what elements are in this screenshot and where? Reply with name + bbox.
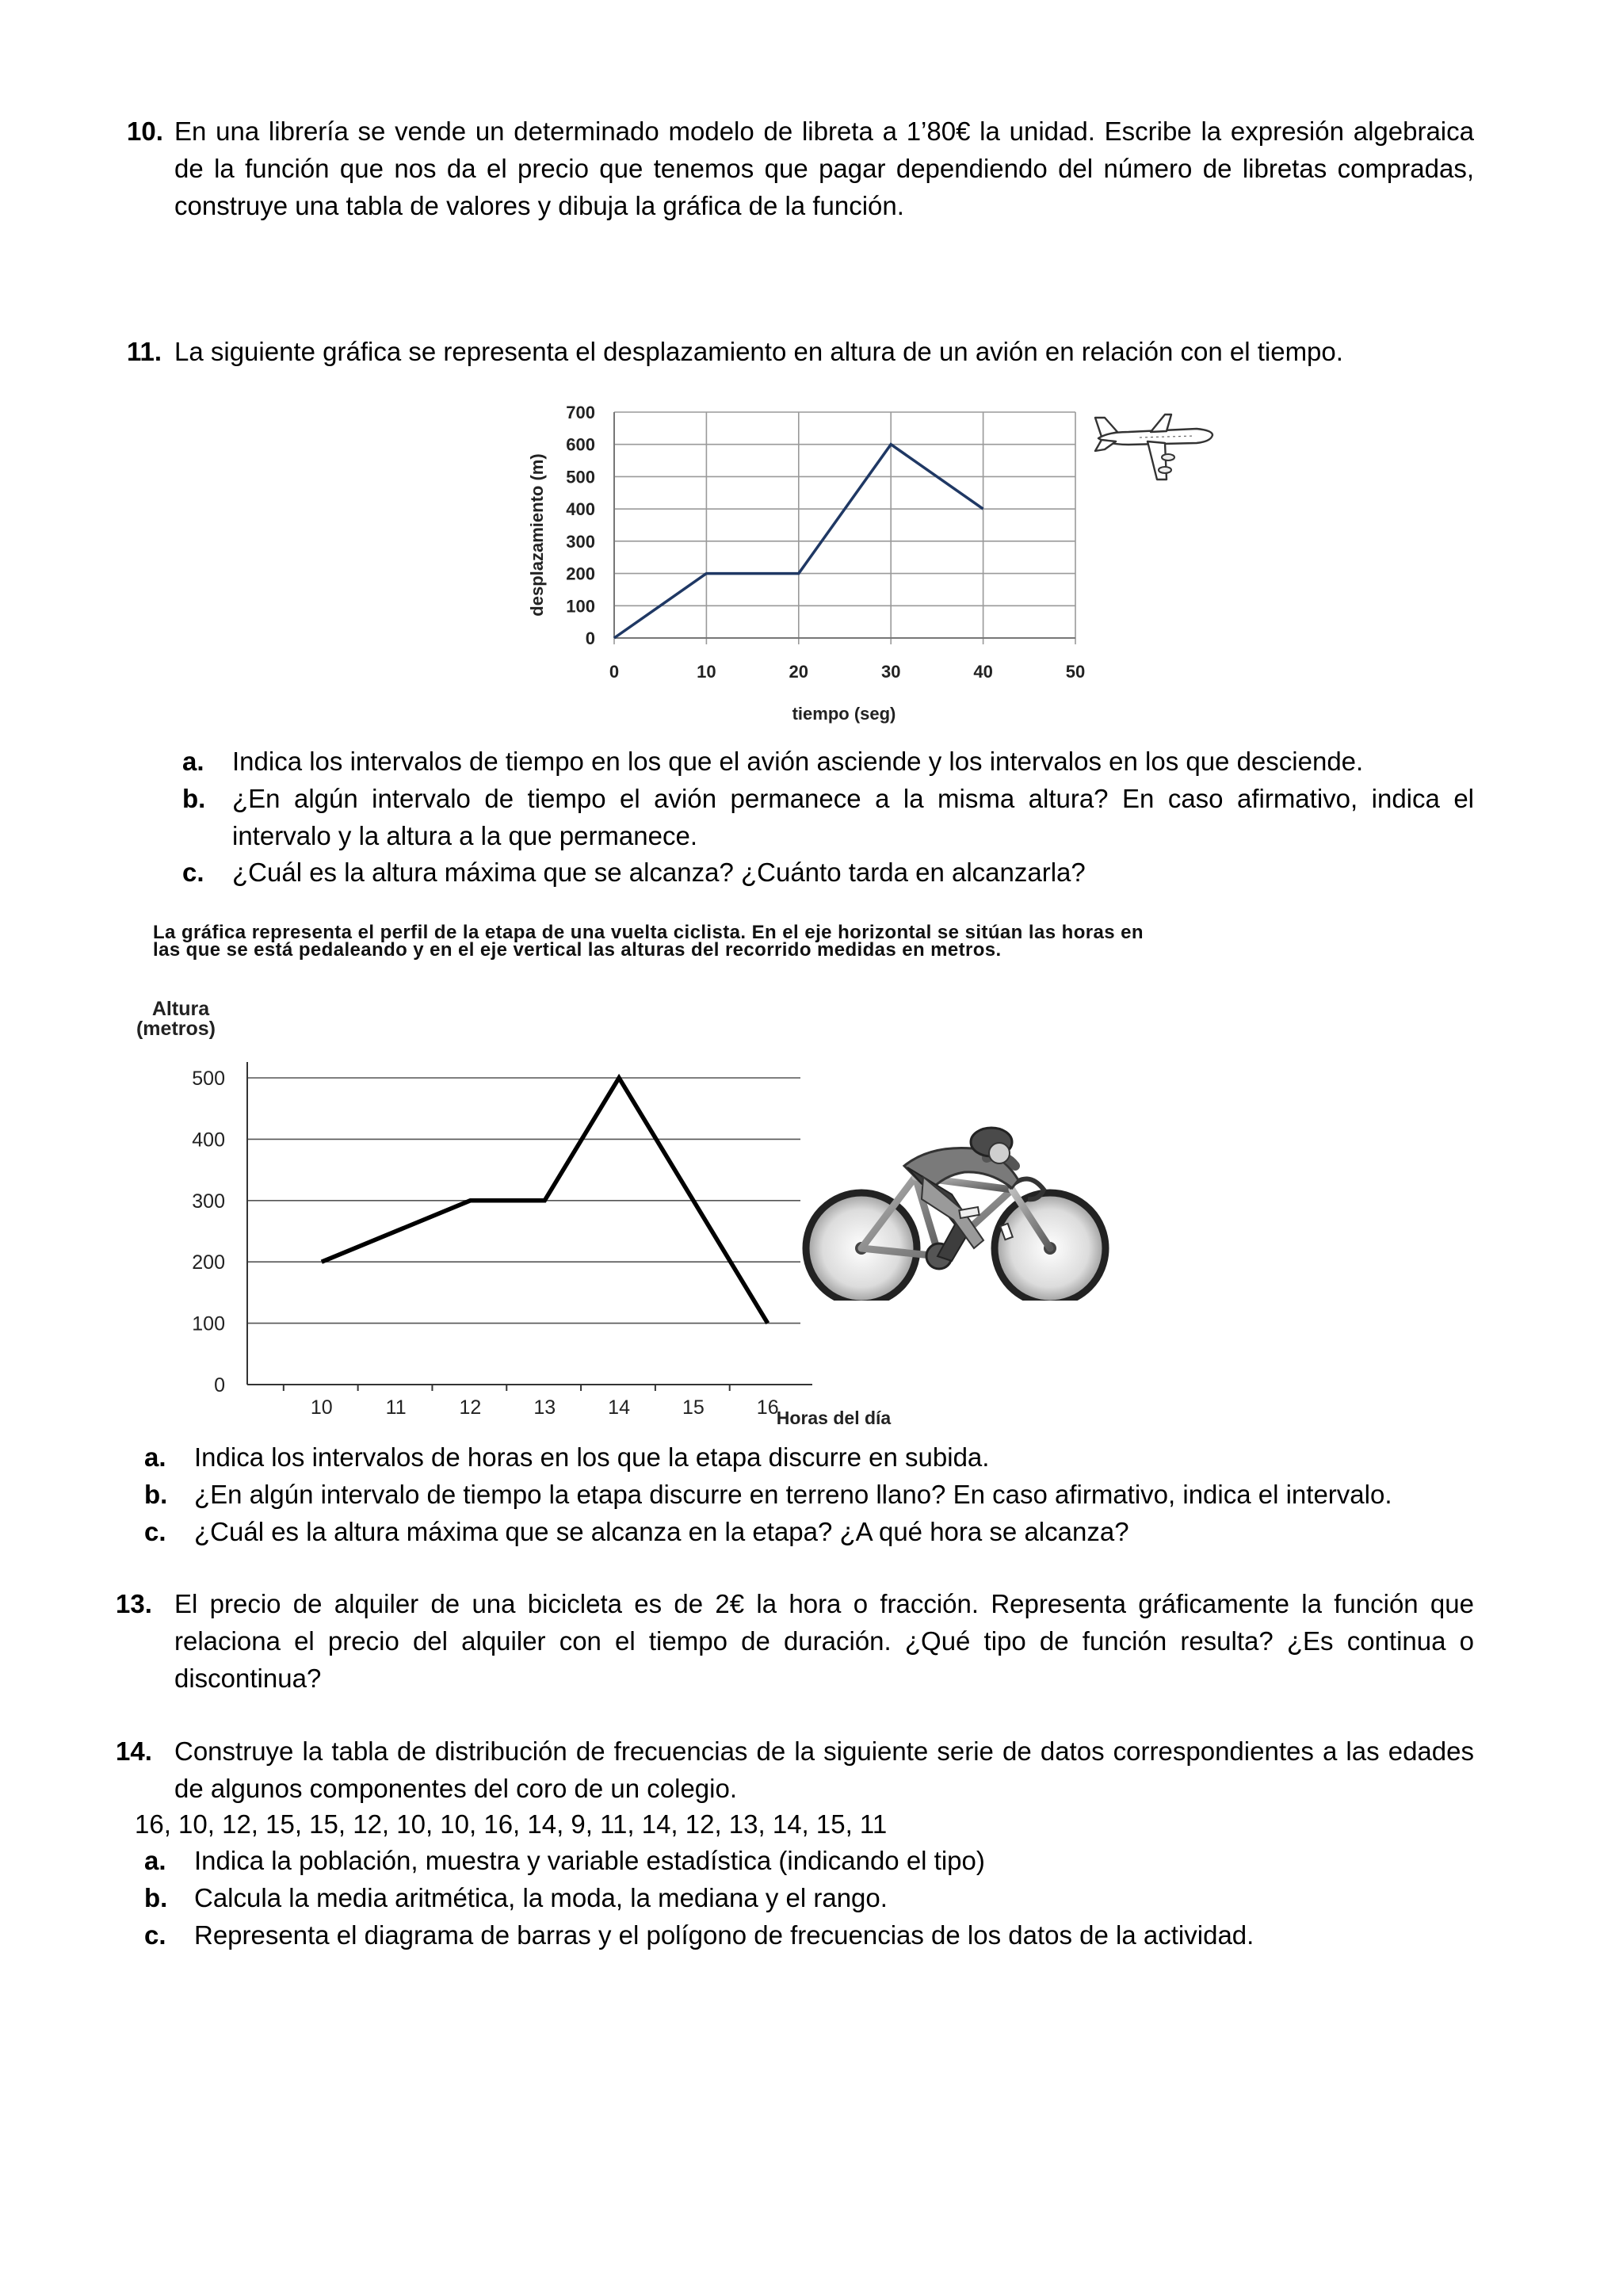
y-tick-label: 500 xyxy=(192,1068,225,1090)
x-tick-label: 30 xyxy=(880,662,901,682)
question-text: ¿En algún intervalo de tiempo el avión permanece a la misma altura? En caso afirmativo, indica el intervalo y la altura a la que permanece. xyxy=(232,784,1474,850)
x-axis-label: Horas del día xyxy=(776,1408,892,1428)
y-tick-label: 100 xyxy=(566,596,595,617)
question-letter: c. xyxy=(182,858,204,887)
chart-axes xyxy=(247,1062,812,1391)
y-tick-label: 100 xyxy=(192,1312,225,1335)
y-axis-label: Altura xyxy=(151,1000,210,1020)
airplane-icon xyxy=(1092,400,1217,486)
y-tick-label: 200 xyxy=(566,563,595,584)
x-axis-label: tiempo (seg) xyxy=(792,704,896,724)
x-tick-labels xyxy=(609,662,1085,682)
question-letter: a. xyxy=(144,1442,166,1472)
x-tick-label: 20 xyxy=(789,662,809,682)
y-tick-label: 300 xyxy=(566,531,595,552)
y-axis-label-unit: (metros) xyxy=(136,1018,216,1040)
question-text: Indica los intervalos de horas en los que la etapa discurre en subida. xyxy=(194,1442,990,1472)
exercise-text: Construye la tabla de distribución de frecuencias de la siguiente serie de datos correspondientes a las edades de algunos componentes del coro de un colegio. xyxy=(174,1736,1474,1803)
question-text: Indica los intervalos de tiempo en los que el avión asciende y los intervalos en los que desciende. xyxy=(232,747,1364,776)
chart-axes xyxy=(614,412,1075,638)
question-text: Indica la población, muestra y variable estadística (indicando el tipo) xyxy=(194,1846,985,1875)
question-text: ¿Cuál es la altura máxima que se alcanza en la etapa? ¿A qué hora se alcanza? xyxy=(194,1517,1129,1546)
airplane-altitude-chart xyxy=(519,396,1129,737)
exercise-12-caption: La gráfica representa el perfil de la etapa de una vuelta ciclista. En el eje horizontal se sitúan las horas en las que se está pedaleando y en el eje vertical las alturas del recorrido medidas en metros. xyxy=(153,922,1144,961)
exercise-number: 11. xyxy=(127,337,162,366)
y-axis-label: desplazamiento (m) xyxy=(527,453,547,617)
x-tick-label: 14 xyxy=(608,1396,630,1419)
question-letter: b. xyxy=(182,784,206,813)
exercise-text: La siguiente gráfica se representa el desplazamiento en altura de un avión en relación con el tiempo. xyxy=(174,337,1343,366)
y-tick-label: 600 xyxy=(566,434,595,455)
y-tick-label: 400 xyxy=(192,1129,225,1152)
x-tick-label: 12 xyxy=(459,1396,482,1419)
exercise-text: El precio de alquiler de una bicicleta es de 2€ la hora o fracción. Representa gráficamente la función que relaciona el precio del alquiler con el tiempo de duración. ¿Qué tipo de función resulta? ¿Es continua o discontinua? xyxy=(174,1589,1474,1693)
y-tick-label: 0 xyxy=(214,1374,225,1396)
x-tick-label: 11 xyxy=(385,1396,407,1419)
question-text: Calcula la media aritmética, la moda, la mediana y el rango. xyxy=(194,1883,888,1912)
question-letter: a. xyxy=(182,747,204,776)
x-tick-labels xyxy=(311,1396,779,1419)
y-tick-label: 500 xyxy=(566,467,595,487)
question-letter: a. xyxy=(144,1846,166,1875)
exercise-number: 10. xyxy=(127,117,163,146)
question-letter: c. xyxy=(144,1517,166,1546)
cyclist-icon xyxy=(796,1121,1121,1301)
x-tick-label: 13 xyxy=(533,1396,556,1419)
question-text: ¿En algún intervalo de tiempo la etapa discurre en terreno llano? En caso afirmativo, indica el intervalo. xyxy=(194,1480,1392,1509)
age-data-series: 16, 10, 12, 15, 15, 12, 10, 10, 16, 14, 9, 11, 14, 12, 13, 14, 15, 11 xyxy=(135,1809,888,1839)
x-tick-label: 10 xyxy=(697,662,716,682)
x-tick-label: 10 xyxy=(310,1396,333,1419)
y-tick-label: 700 xyxy=(566,403,595,422)
question-letter: c. xyxy=(144,1920,166,1950)
x-tick-label: 0 xyxy=(609,662,620,682)
question-letter: b. xyxy=(144,1480,168,1509)
x-tick-label: 40 xyxy=(973,662,993,682)
x-tick-label: 16 xyxy=(756,1396,779,1419)
x-tick-label: 50 xyxy=(1065,662,1086,682)
chart-grid xyxy=(614,412,1075,644)
exercise-number: 13. xyxy=(116,1589,152,1618)
question-text: ¿Cuál es la altura máxima que se alcanza? ¿Cuánto tarda en alcanzarla? xyxy=(232,858,1086,887)
question-letter: b. xyxy=(144,1883,168,1912)
exercise-number: 14. xyxy=(116,1736,152,1766)
exercise-text: En una librería se vende un determinado modelo de libreta a 1’80€ la unidad. Escribe la expresión algebraica de la función que nos da el precio que tenemos que pagar dependiendo del número de libretas compradas, construye una tabla de valores y dibuja la gráfica de la función. xyxy=(174,117,1474,220)
y-tick-label: 400 xyxy=(566,499,595,520)
y-tick-label: 300 xyxy=(192,1190,225,1213)
question-text: Representa el diagrama de barras y el polígono de frecuencias de los datos de la actividad. xyxy=(194,1920,1254,1950)
x-tick-label: 15 xyxy=(682,1396,705,1419)
y-tick-labels xyxy=(566,403,595,648)
y-tick-labels xyxy=(192,1068,225,1396)
y-tick-label: 200 xyxy=(192,1251,225,1274)
y-tick-label: 0 xyxy=(585,628,595,648)
